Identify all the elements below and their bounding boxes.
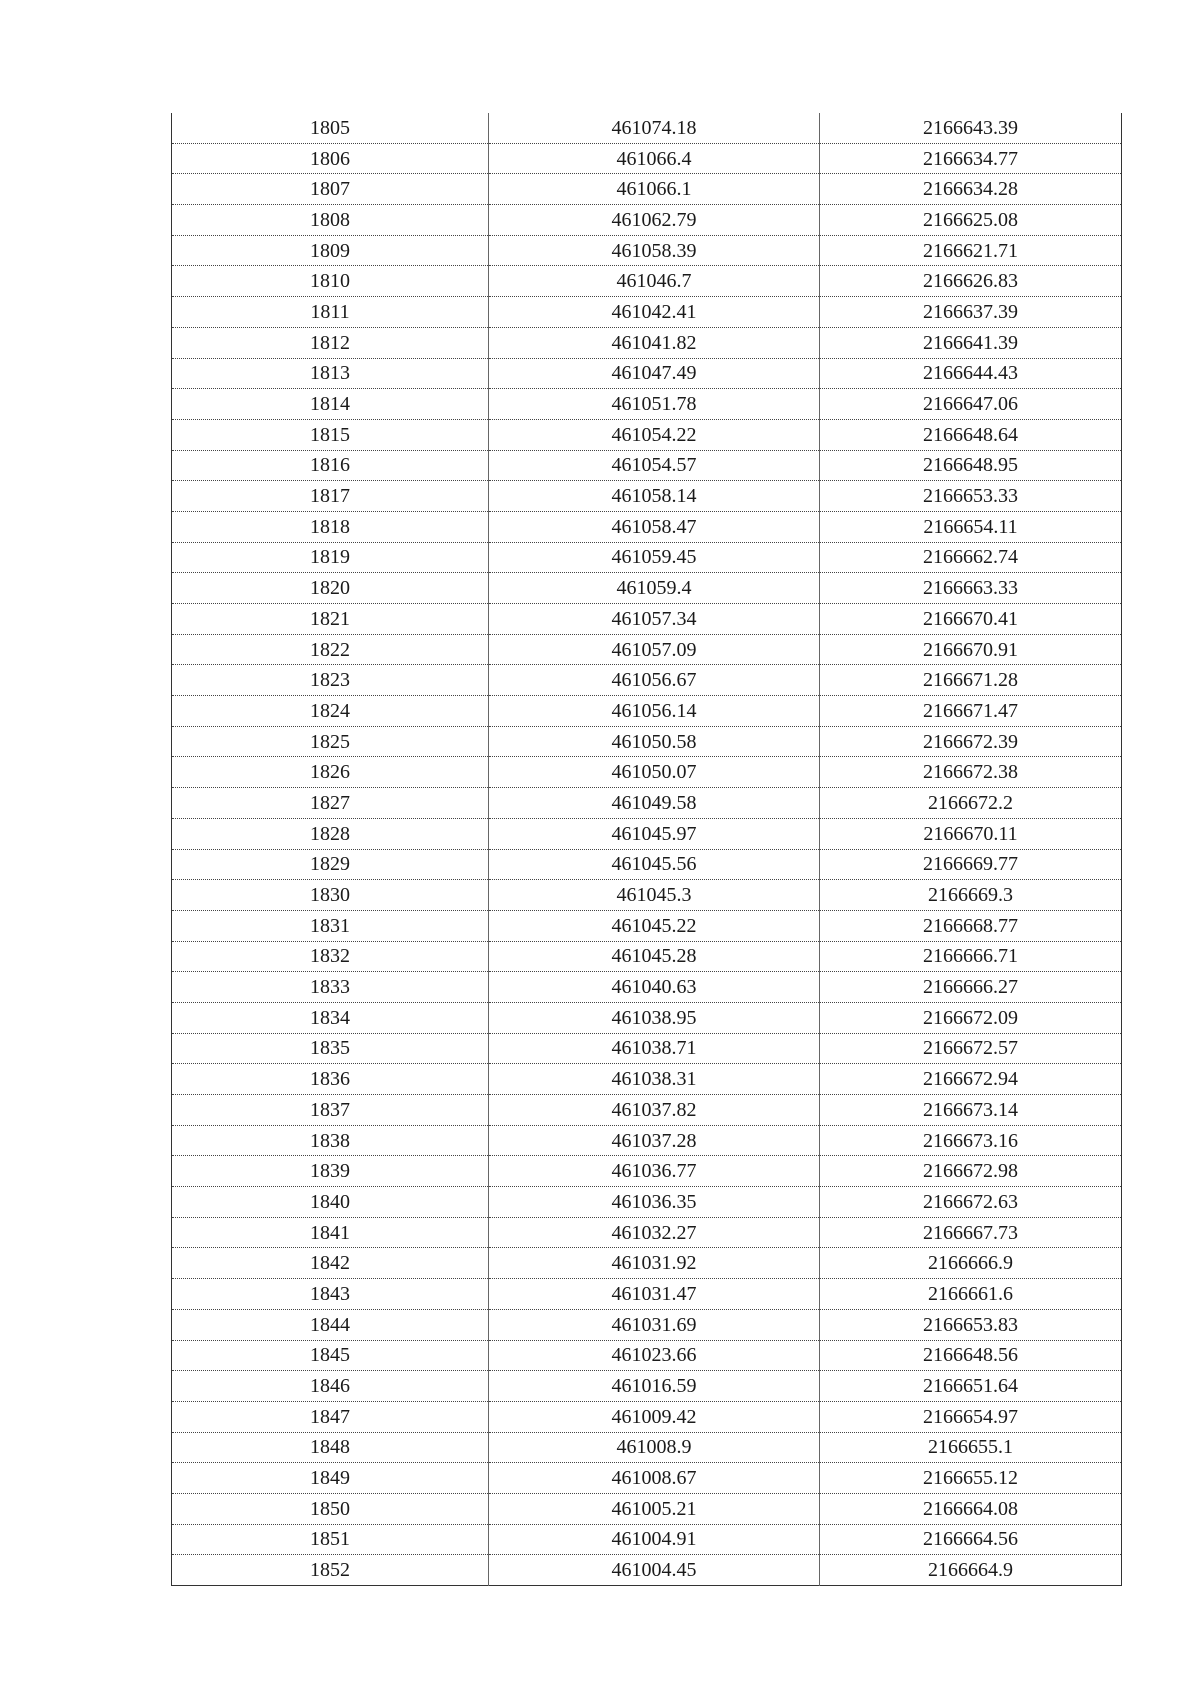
point-number-cell: 1849 bbox=[172, 1463, 489, 1494]
point-number-cell: 1824 bbox=[172, 696, 489, 727]
x-coordinate-cell: 461045.56 bbox=[489, 849, 820, 880]
table-row bbox=[172, 450, 1122, 481]
table-row bbox=[172, 511, 1122, 542]
table-row bbox=[172, 419, 1122, 450]
table-row bbox=[172, 358, 1122, 389]
x-coordinate-cell: 461038.31 bbox=[489, 1064, 820, 1095]
table-row bbox=[172, 1156, 1122, 1187]
point-number-cell: 1826 bbox=[172, 757, 489, 788]
point-number-cell: 1815 bbox=[172, 419, 489, 450]
y-coordinate-cell: 2166664.08 bbox=[820, 1493, 1122, 1524]
y-coordinate-cell: 2166626.83 bbox=[820, 266, 1122, 297]
x-coordinate-cell: 461045.97 bbox=[489, 818, 820, 849]
y-coordinate-cell: 2166641.39 bbox=[820, 327, 1122, 358]
x-coordinate-cell: 461056.14 bbox=[489, 696, 820, 727]
point-number-cell: 1844 bbox=[172, 1309, 489, 1340]
x-coordinate-cell: 461058.47 bbox=[489, 511, 820, 542]
point-number-cell: 1828 bbox=[172, 818, 489, 849]
y-coordinate-cell: 2166662.74 bbox=[820, 542, 1122, 573]
x-coordinate-cell: 461005.21 bbox=[489, 1493, 820, 1524]
x-coordinate-cell: 461041.82 bbox=[489, 327, 820, 358]
table-row bbox=[172, 266, 1122, 297]
coordinates-table-body bbox=[172, 113, 1122, 1586]
x-coordinate-cell: 461045.28 bbox=[489, 941, 820, 972]
y-coordinate-cell: 2166671.28 bbox=[820, 665, 1122, 696]
y-coordinate-cell: 2166667.73 bbox=[820, 1217, 1122, 1248]
x-coordinate-cell: 461036.35 bbox=[489, 1187, 820, 1218]
y-coordinate-cell: 2166621.71 bbox=[820, 235, 1122, 266]
y-coordinate-cell: 2166634.77 bbox=[820, 143, 1122, 174]
table-row bbox=[172, 542, 1122, 573]
table-row bbox=[172, 1279, 1122, 1310]
y-coordinate-cell: 2166651.64 bbox=[820, 1371, 1122, 1402]
point-number-cell: 1807 bbox=[172, 174, 489, 205]
point-number-cell: 1833 bbox=[172, 972, 489, 1003]
point-number-cell: 1811 bbox=[172, 297, 489, 328]
x-coordinate-cell: 461049.58 bbox=[489, 788, 820, 819]
y-coordinate-cell: 2166672.94 bbox=[820, 1064, 1122, 1095]
y-coordinate-cell: 2166670.11 bbox=[820, 818, 1122, 849]
y-coordinate-cell: 2166666.27 bbox=[820, 972, 1122, 1003]
point-number-cell: 1827 bbox=[172, 788, 489, 819]
y-coordinate-cell: 2166653.33 bbox=[820, 481, 1122, 512]
x-coordinate-cell: 461046.7 bbox=[489, 266, 820, 297]
table-row bbox=[172, 910, 1122, 941]
y-coordinate-cell: 2166666.9 bbox=[820, 1248, 1122, 1279]
point-number-cell: 1806 bbox=[172, 143, 489, 174]
y-coordinate-cell: 2166663.33 bbox=[820, 573, 1122, 604]
y-coordinate-cell: 2166669.3 bbox=[820, 880, 1122, 911]
x-coordinate-cell: 461037.82 bbox=[489, 1095, 820, 1126]
point-number-cell: 1829 bbox=[172, 849, 489, 880]
x-coordinate-cell: 461066.4 bbox=[489, 143, 820, 174]
point-number-cell: 1809 bbox=[172, 235, 489, 266]
y-coordinate-cell: 2166644.43 bbox=[820, 358, 1122, 389]
point-number-cell: 1836 bbox=[172, 1064, 489, 1095]
x-coordinate-cell: 461056.67 bbox=[489, 665, 820, 696]
table-row bbox=[172, 1340, 1122, 1371]
point-number-cell: 1852 bbox=[172, 1555, 489, 1586]
x-coordinate-cell: 461059.4 bbox=[489, 573, 820, 604]
x-coordinate-cell: 461032.27 bbox=[489, 1217, 820, 1248]
table-row bbox=[172, 634, 1122, 665]
x-coordinate-cell: 461031.92 bbox=[489, 1248, 820, 1279]
point-number-cell: 1832 bbox=[172, 941, 489, 972]
point-number-cell: 1845 bbox=[172, 1340, 489, 1371]
x-coordinate-cell: 461047.49 bbox=[489, 358, 820, 389]
y-coordinate-cell: 2166653.83 bbox=[820, 1309, 1122, 1340]
x-coordinate-cell: 461054.57 bbox=[489, 450, 820, 481]
y-coordinate-cell: 2166672.09 bbox=[820, 1002, 1122, 1033]
table-row bbox=[172, 665, 1122, 696]
table-row bbox=[172, 1524, 1122, 1555]
y-coordinate-cell: 2166647.06 bbox=[820, 389, 1122, 420]
point-number-cell: 1816 bbox=[172, 450, 489, 481]
y-coordinate-cell: 2166666.71 bbox=[820, 941, 1122, 972]
y-coordinate-cell: 2166672.2 bbox=[820, 788, 1122, 819]
y-coordinate-cell: 2166670.91 bbox=[820, 634, 1122, 665]
point-number-cell: 1805 bbox=[172, 113, 489, 143]
y-coordinate-cell: 2166654.97 bbox=[820, 1401, 1122, 1432]
point-number-cell: 1841 bbox=[172, 1217, 489, 1248]
x-coordinate-cell: 461051.78 bbox=[489, 389, 820, 420]
table-row bbox=[172, 941, 1122, 972]
x-coordinate-cell: 461036.77 bbox=[489, 1156, 820, 1187]
point-number-cell: 1819 bbox=[172, 542, 489, 573]
point-number-cell: 1837 bbox=[172, 1095, 489, 1126]
x-coordinate-cell: 461004.91 bbox=[489, 1524, 820, 1555]
y-coordinate-cell: 2166673.16 bbox=[820, 1125, 1122, 1156]
point-number-cell: 1814 bbox=[172, 389, 489, 420]
x-coordinate-cell: 461031.69 bbox=[489, 1309, 820, 1340]
table-row bbox=[172, 113, 1122, 143]
y-coordinate-cell: 2166637.39 bbox=[820, 297, 1122, 328]
point-number-cell: 1839 bbox=[172, 1156, 489, 1187]
point-number-cell: 1848 bbox=[172, 1432, 489, 1463]
table-row bbox=[172, 1371, 1122, 1402]
table-row bbox=[172, 849, 1122, 880]
point-number-cell: 1846 bbox=[172, 1371, 489, 1402]
table-row bbox=[172, 143, 1122, 174]
table-row bbox=[172, 1064, 1122, 1095]
y-coordinate-cell: 2166670.41 bbox=[820, 604, 1122, 635]
point-number-cell: 1842 bbox=[172, 1248, 489, 1279]
x-coordinate-cell: 461057.34 bbox=[489, 604, 820, 635]
y-coordinate-cell: 2166643.39 bbox=[820, 113, 1122, 143]
point-number-cell: 1835 bbox=[172, 1033, 489, 1064]
table-row bbox=[172, 818, 1122, 849]
y-coordinate-cell: 2166672.57 bbox=[820, 1033, 1122, 1064]
y-coordinate-cell: 2166664.9 bbox=[928, 1559, 1013, 1582]
table-row bbox=[172, 880, 1122, 911]
x-coordinate-cell: 461066.1 bbox=[489, 174, 820, 205]
y-coordinate-cell: 2166655.12 bbox=[820, 1463, 1122, 1494]
point-number-cell: 1825 bbox=[172, 726, 489, 757]
table-row bbox=[172, 205, 1122, 236]
point-number-cell: 1838 bbox=[172, 1125, 489, 1156]
y-coordinate-cell: 2166648.95 bbox=[820, 450, 1122, 481]
x-coordinate-cell: 461050.58 bbox=[489, 726, 820, 757]
point-number-cell: 1840 bbox=[172, 1187, 489, 1218]
y-coordinate-cell: 2166654.11 bbox=[820, 511, 1122, 542]
x-coordinate-cell: 461038.71 bbox=[489, 1033, 820, 1064]
x-coordinate-cell: 461054.22 bbox=[489, 419, 820, 450]
table-row bbox=[172, 389, 1122, 420]
point-number-cell: 1847 bbox=[172, 1401, 489, 1432]
table-row bbox=[172, 573, 1122, 604]
table-row bbox=[172, 1125, 1122, 1156]
y-coordinate-cell: 2166672.38 bbox=[820, 757, 1122, 788]
table-row bbox=[172, 757, 1122, 788]
y-coordinate-cell: 2166672.63 bbox=[820, 1187, 1122, 1218]
point-number-cell: 1821 bbox=[172, 604, 489, 635]
x-coordinate-cell: 461062.79 bbox=[489, 205, 820, 236]
x-coordinate-cell: 461042.41 bbox=[489, 297, 820, 328]
y-coordinate-cell: 2166625.08 bbox=[820, 205, 1122, 236]
y-coordinate-cell: 2166634.28 bbox=[820, 174, 1122, 205]
point-number-cell: 1813 bbox=[172, 358, 489, 389]
table-row bbox=[172, 1555, 1122, 1586]
y-coordinate-cell: 2166672.39 bbox=[820, 726, 1122, 757]
y-coordinate-cell: 2166664.56 bbox=[820, 1524, 1122, 1555]
point-number-cell: 1817 bbox=[172, 481, 489, 512]
point-number-cell: 1808 bbox=[172, 205, 489, 236]
coordinates-table bbox=[171, 113, 1122, 1586]
x-coordinate-cell: 461074.18 bbox=[489, 113, 820, 143]
x-coordinate-cell: 461037.28 bbox=[489, 1125, 820, 1156]
y-coordinate-cell: 2166668.77 bbox=[820, 910, 1122, 941]
x-coordinate-cell: 461059.45 bbox=[489, 542, 820, 573]
table-row bbox=[172, 1401, 1122, 1432]
x-coordinate-cell: 461031.47 bbox=[489, 1279, 820, 1310]
y-coordinate-cell: 2166648.64 bbox=[820, 419, 1122, 450]
x-coordinate-cell: 461045.22 bbox=[489, 910, 820, 941]
table-row bbox=[172, 1463, 1122, 1494]
table-row bbox=[172, 327, 1122, 358]
point-number-cell: 1831 bbox=[172, 910, 489, 941]
table-row bbox=[172, 297, 1122, 328]
table-row bbox=[172, 1002, 1122, 1033]
y-coordinate-cell: 2166655.1 bbox=[820, 1432, 1122, 1463]
point-number-cell: 1820 bbox=[172, 573, 489, 604]
point-number-cell: 1810 bbox=[172, 266, 489, 297]
table-row bbox=[172, 1248, 1122, 1279]
x-coordinate-cell: 461057.09 bbox=[489, 634, 820, 665]
y-coordinate-cell: 2166671.47 bbox=[820, 696, 1122, 727]
x-coordinate-cell: 461050.07 bbox=[489, 757, 820, 788]
table-row bbox=[172, 1187, 1122, 1218]
table-row bbox=[172, 972, 1122, 1003]
table-row bbox=[172, 788, 1122, 819]
x-coordinate-cell: 461008.67 bbox=[489, 1463, 820, 1494]
y-coordinate-cell: 2166648.56 bbox=[820, 1340, 1122, 1371]
table-row bbox=[172, 604, 1122, 635]
x-coordinate-cell: 461004.45 bbox=[489, 1555, 820, 1586]
point-number-cell: 1812 bbox=[172, 327, 489, 358]
table-row bbox=[172, 1095, 1122, 1126]
table-row bbox=[172, 726, 1122, 757]
point-number-cell: 1818 bbox=[172, 511, 489, 542]
x-coordinate-cell: 461023.66 bbox=[489, 1340, 820, 1371]
point-number-cell: 1851 bbox=[172, 1524, 489, 1555]
point-number-cell: 1834 bbox=[172, 1002, 489, 1033]
table-row bbox=[172, 1033, 1122, 1064]
x-coordinate-cell: 461008.9 bbox=[489, 1432, 820, 1463]
y-coordinate-cell: 2166673.14 bbox=[820, 1095, 1122, 1126]
x-coordinate-cell: 461040.63 bbox=[489, 972, 820, 1003]
table-row bbox=[172, 1217, 1122, 1248]
table-row bbox=[172, 1493, 1122, 1524]
point-number-cell: 1843 bbox=[172, 1279, 489, 1310]
y-coordinate-cell: 2166669.77 bbox=[820, 849, 1122, 880]
x-coordinate-cell: 461058.39 bbox=[489, 235, 820, 266]
table-row bbox=[172, 1432, 1122, 1463]
x-coordinate-cell: 461038.95 bbox=[489, 1002, 820, 1033]
x-coordinate-cell: 461058.14 bbox=[489, 481, 820, 512]
table-row bbox=[172, 1309, 1122, 1340]
x-coordinate-cell: 461045.3 bbox=[489, 880, 820, 911]
x-coordinate-cell: 461016.59 bbox=[489, 1371, 820, 1402]
table-row bbox=[172, 235, 1122, 266]
table-row bbox=[172, 174, 1122, 205]
x-coordinate-cell: 461009.42 bbox=[489, 1401, 820, 1432]
point-number-cell: 1830 bbox=[172, 880, 489, 911]
table-row bbox=[172, 481, 1122, 512]
y-coordinate-cell: 2166661.6 bbox=[820, 1279, 1122, 1310]
point-number-cell: 1822 bbox=[172, 634, 489, 665]
table-row bbox=[172, 696, 1122, 727]
point-number-cell: 1850 bbox=[172, 1493, 489, 1524]
point-number-cell: 1823 bbox=[172, 665, 489, 696]
y-coordinate-cell: 2166672.98 bbox=[820, 1156, 1122, 1187]
